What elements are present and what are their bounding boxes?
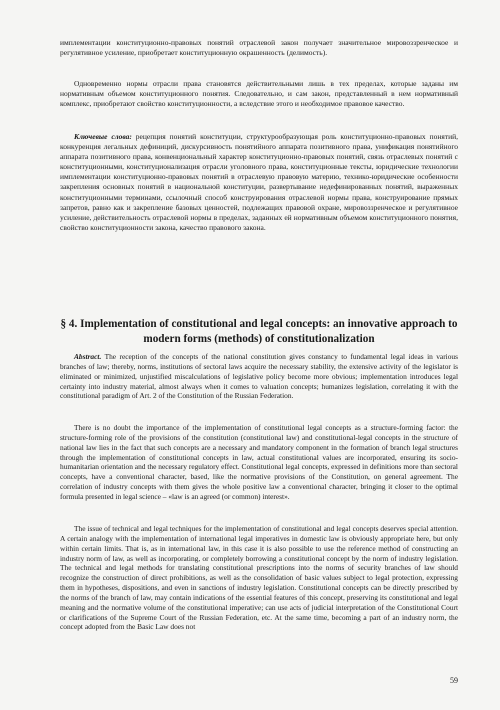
keywords-text: рецепция понятий конституции, структурообразующая роль конституционно-правовых понятий, конкуренция легальных дефиниций, дискурсивность понятийного аппарата позитивного права, унификация понятийного аппарата позитивного права, конвенциональный характер конституционно-правовых понятий, связь отраслевых понятий с конституционными, конституционализация отрасли уголовного права, конституционные тексты, юридические технологии имплементации конституционно-правовых понятий в отраслевую правовую материю, технико-юридические особенности закрепления основных понятий в национальной конституции, развертывание недефинированных понятий, выраженных конституционными терминами, ссылочный способ конструирования отраслевой нормы права, конструирование прямых запретов, равно как и закрепление базовых ценностей, подлежащих правовой охране, мировоззренческое и регулятивное усиление, действительность отраслевой нормы в пределах, заданных ей нормативным объемом конституционного понятия, свойство конституционности закона, качество правового закона. (60, 132, 458, 232)
russian-paragraph-2: Одновременно нормы отрасли права становятся действительными лишь в тех пределах, которые заданы им нормативным объемом конституционного понятия. Следовательно, и сам закон, представленный в нем нормативный комплекс, приобретают свойство конституционности, а вследствие этого и необходимое правовое качество. (60, 79, 458, 109)
page-number: 59 (450, 676, 458, 685)
keywords-label: Ключевые слова: (74, 132, 132, 141)
english-paragraph-2: There is no doubt the importance of the implementation of constitutional legal concepts as a structure-forming factor: the structure-forming role of the provisions of the constitution (constitutional law) and constitutional-legal concepts in the structure of national law lies in the fact that such concepts are a necessary and mandatory component in the formation of branch legal structures through the implementation of constitutional concepts in law, actual constitutional values are incorporated, ensuring its socio-humanitarian orientation and the necessary regulatory effect. Constitutional legal concepts, expressed in definitions more than sectoral concepts, have a conventional character, based, like the normative provisions of the Constitution, on general agreement. The correlation of industry concepts with them gives the whole positive law a conventional character, bringing it closer to the optimal formula presented in legal science – «law is an agreed (or common) interest». (60, 423, 458, 501)
abstract-label: Abstract. (74, 352, 102, 361)
english-paragraph-3: The issue of technical and legal techniques for the implementation of constitutional and legal concepts deserves special attention. A certain analogy with the implementation of international legal imperatives in domestic law is obviously appropriate here, but only within certain limits. That is, as in international law, in this case it is also possible to use the reference method of constructing an industry norm of law, as well as incorporating, or completely borrowing a constitutional concept by the norm of industry legislation. The technical and legal methods for translating constitutional prescriptions into the norms of security branches of law should recognize the construction of direct prohibitions, as well as the consolidation of basic values subject to legal protection, expressing them in hypotheses, dispositions, and even in sanctions of industry legislation. Constitutional concepts can be directly prescribed by the norms of the branch of law, may contain indications of the essential features of this concept, preserving its constitutional and legal meaning and the normative volume of the constitutional imperative; can use acts of judicial interpretation of the Constitutional Court or clarifications of the Supreme Court of the Russian Federation, etc. At the same time, becoming a part of an industry norm, the concept adopted from the Basic Law does not (60, 524, 458, 632)
russian-paragraph-continuation: имплементации конституционно-правовых понятий отраслевой закон получает значительное мировоззренческое и регулятивное усиление, приобретает конституционную окрашенность (делимость). (60, 38, 458, 58)
russian-keywords-paragraph (60, 132, 458, 233)
section-heading: § 4. Implementation of constitutional and legal concepts: an innovative approach to modern forms (methods) of constitutionalization (60, 318, 458, 345)
english-abstract-paragraph (60, 352, 458, 401)
abstract-text: The reception of the concepts of the national constitution gives constancy to fundamental legal ideas in various branches of law; thereby, norms, institutions of sectoral laws acquire the necessary stability, the extensive activity of the legislator is eliminated or minimized, unjustified miscalculations of legislative policy become more obvious; implementation introduces legal certainty into industry material, almost always when it comes to valuation concepts; humanizes legislation, correlating it with the constitutional paradigm of Art. 2 of the Constitution of the Russian Federation. (60, 352, 458, 401)
